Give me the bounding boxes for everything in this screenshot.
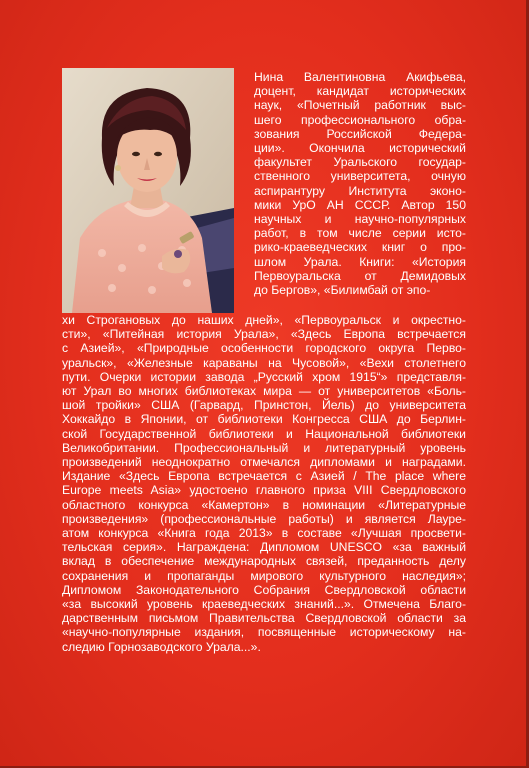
bio-line: с Азией», «Природные особенности городского округа Перво- xyxy=(62,341,466,356)
bio-line: зования Российской Федера- xyxy=(254,126,466,141)
bio-line: наук, «Почетный работник выс- xyxy=(254,98,466,113)
bio-line: атом конкурса «Книга года 2013» в составе «Лучшая просвети- xyxy=(62,526,466,541)
portrait-photo-icon xyxy=(62,68,234,313)
bio-line: ции». Окончила исторический xyxy=(254,141,466,156)
bio-line: научных и научно-популярных xyxy=(254,212,466,227)
bio-line: «научно-популярные издания, посвященные историческому на- xyxy=(62,625,466,640)
bio-line: Первоуральска от Демидовых xyxy=(254,268,466,283)
bio-line: Хоккайдо в Японии, от библиотеки Конгресса США до Берлин- xyxy=(62,412,466,427)
bio-line: Дипломом Законодательного Собрания Свердловской области xyxy=(62,582,466,597)
bio-line: вклад в обеспечение международных связей, преданность делу xyxy=(62,554,466,569)
author-portrait xyxy=(62,68,234,313)
bio-line: факультет Уральского государ- xyxy=(254,155,466,170)
bio-text-bottom xyxy=(62,313,466,654)
bio-line: аспирантуру Института эконо- xyxy=(254,183,466,198)
bio-line: работ, в том числе серии исто- xyxy=(254,226,466,241)
bio-line: шой тройки» США (Гарвард, Принстон, Йель) до университета xyxy=(62,398,466,413)
bio-line: пути. Очерки истории завода „Русский хром 1915“» представля- xyxy=(62,369,466,384)
bio-line: уральск», «Железные караваны на Чусовой», «Вехи столетнего xyxy=(62,355,466,370)
bio-text-top xyxy=(254,70,466,297)
bio-line: шего профессионального обра- xyxy=(254,112,466,127)
bio-line: мики УрО АН СССР. Автор 150 xyxy=(254,197,466,212)
bio-line: Нина Валентиновна Акифьева, xyxy=(254,70,466,84)
bio-line: произведений неоднократно отмечался дипломами и наградами. xyxy=(62,455,466,470)
bio-line: шлом Урала. Книги: «История xyxy=(254,254,466,269)
bio-line: тельская серия». Награждена: Дипломом UNESCO «за важный xyxy=(62,540,466,555)
bio-line: следию Горнозаводского Урала...». xyxy=(62,639,261,654)
bio-line: Великобритании. Профессиональный и литературный уровень xyxy=(62,440,466,455)
bio-line: Издание «Здесь Европа встречается с Азией / The place where xyxy=(62,469,466,484)
bio-line: произведения» (профессиональные работы) и является Лауре- xyxy=(62,511,466,526)
bio-line: сохранения и пропаганды мирового культурного наследия»; xyxy=(62,568,466,583)
bio-line: хи Строгановых до наших дней», «Первоуральск и окрестно- xyxy=(62,313,466,327)
bio-line: ют Урал во многих библиотеках мира — от университетов «Боль- xyxy=(62,384,466,399)
bio-line: ственного университета, очную xyxy=(254,169,466,184)
bio-line: областного конкурса «Камертон» в номинации «Литературные xyxy=(62,497,466,512)
bio-line: доцент, кандидат исторических xyxy=(254,84,466,99)
bio-line: ской Государственной библиотеки и Национальной библиотеки xyxy=(62,426,466,441)
bio-line: рико-краеведческих книг о про- xyxy=(254,240,466,255)
bio-line: до Бергов», «Билимбай от эпо- xyxy=(254,283,431,298)
bio-line: «за высокий уровень краеведческих знаний...». Отмечена Благо- xyxy=(62,597,466,612)
bio-line: сти», «Питейная история Урала», «Здесь Европа встречается xyxy=(62,327,466,342)
bio-line: дарственным письмом Правительства Свердловской области за xyxy=(62,611,466,626)
bio-line: Europe meets Asia» удостоено главного приза VIII Свердловского xyxy=(62,483,466,498)
